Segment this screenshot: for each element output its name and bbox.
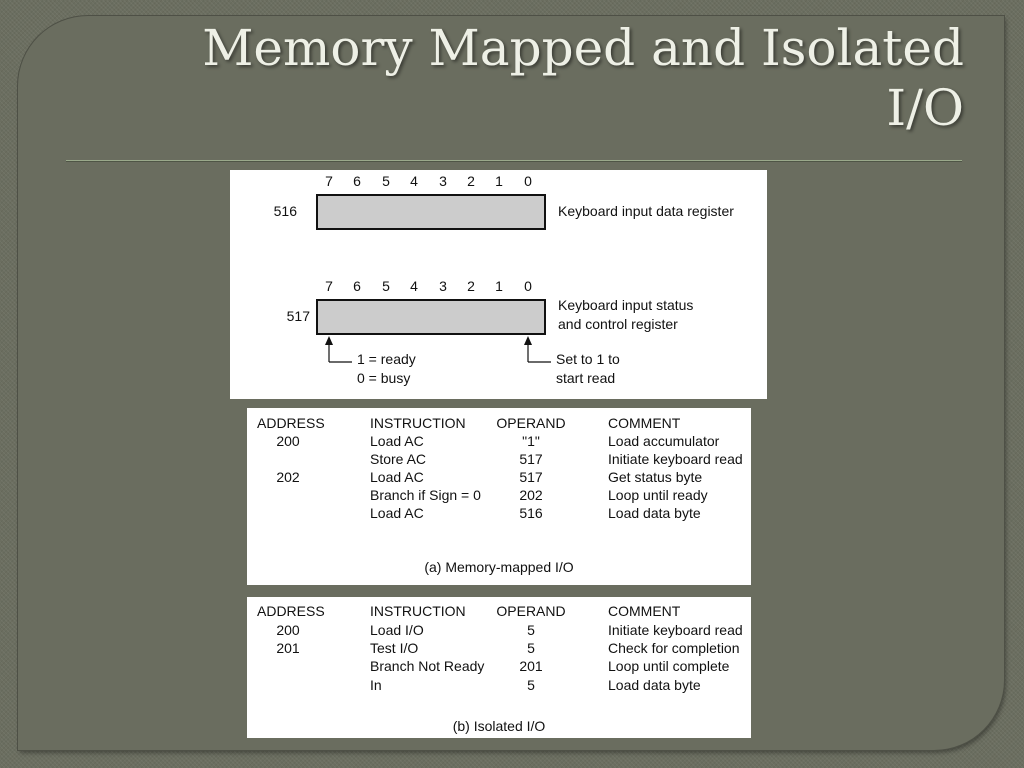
row-comment: Loop until complete	[608, 658, 730, 674]
row-comment: Loop until ready	[608, 487, 708, 503]
bit-label: 1	[495, 278, 503, 294]
bit0-note-line1: Set to 1 to	[556, 351, 620, 367]
row-operand: 516	[519, 505, 543, 521]
data-register-bit-labels	[325, 173, 532, 189]
data-register-address: 516	[273, 203, 297, 219]
status-register-address: 517	[286, 308, 310, 324]
bit-label: 2	[467, 173, 475, 189]
header-comment: COMMENT	[608, 603, 681, 619]
row-instruction: Branch if Sign = 0	[370, 487, 481, 503]
bit-label: 1	[495, 173, 503, 189]
row-operand: 202	[519, 487, 543, 503]
bit-label: 2	[467, 278, 475, 294]
status-register-bit-labels	[325, 278, 532, 294]
row-instruction: Branch Not Ready	[370, 658, 485, 674]
row-address: 201	[276, 640, 300, 656]
row-instruction: Load AC	[370, 505, 424, 521]
status-register-label-line1: Keyboard input status	[558, 297, 694, 313]
row-address: 200	[276, 433, 300, 449]
slide-title-line2: I/O	[886, 79, 964, 137]
bit-label: 4	[410, 278, 418, 294]
row-operand: 5	[527, 677, 535, 693]
row-operand: 5	[527, 622, 535, 638]
bit-label: 6	[353, 278, 361, 294]
bit-label: 5	[382, 278, 390, 294]
header-operand: OPERAND	[496, 415, 566, 431]
row-comment: Load data byte	[608, 677, 701, 693]
row-operand: 5	[527, 640, 535, 656]
row-operand: "1"	[522, 433, 540, 449]
bit-label: 0	[524, 173, 532, 189]
memory-mapped-table	[247, 408, 751, 585]
row-comment: Get status byte	[608, 469, 703, 485]
bit-label: 3	[439, 278, 447, 294]
row-instruction: Load AC	[370, 469, 424, 485]
row-operand: 517	[519, 451, 543, 467]
row-comment: Check for completion	[608, 640, 740, 656]
status-register-label-line2: and control register	[558, 316, 678, 332]
row-comment: Load data byte	[608, 505, 701, 521]
bit-label: 6	[353, 173, 361, 189]
title-divider	[66, 160, 962, 162]
row-address: 200	[276, 622, 300, 638]
row-comment: Load accumulator	[608, 433, 720, 449]
row-instruction: Store AC	[370, 451, 427, 467]
slide-title	[64, 18, 964, 138]
row-instruction: In	[370, 677, 382, 693]
isolated-io-caption: (b) Isolated I/O	[452, 718, 546, 734]
header-instruction: INSTRUCTION	[370, 603, 466, 619]
bit-label: 7	[325, 173, 333, 189]
row-comment: Initiate keyboard read	[608, 451, 743, 467]
bit-label: 4	[410, 173, 418, 189]
isolated-io-table	[247, 597, 751, 738]
row-instruction: Load AC	[370, 433, 424, 449]
header-operand: OPERAND	[496, 603, 566, 619]
bit0-note-line2: start read	[556, 370, 616, 386]
bit-label: 0	[524, 278, 532, 294]
memory-mapped-caption: (a) Memory-mapped I/O	[424, 559, 574, 575]
bit7-arrow-head	[325, 336, 333, 345]
bit-label: 3	[439, 173, 447, 189]
row-instruction: Test I/O	[370, 640, 419, 656]
bit0-arrow-head	[524, 336, 532, 345]
data-register-label: Keyboard input data register	[558, 203, 734, 219]
row-operand: 201	[519, 658, 543, 674]
status-register-box	[317, 300, 545, 334]
row-instruction: Load I/O	[370, 622, 424, 638]
header-instruction: INSTRUCTION	[370, 415, 466, 431]
row-comment: Initiate keyboard read	[608, 622, 743, 638]
header-address: ADDRESS	[257, 603, 325, 619]
header-address: ADDRESS	[257, 415, 325, 431]
register-diagram	[230, 170, 767, 399]
slide-title-line1: Memory Mapped and Isolated	[202, 19, 964, 77]
data-register-box	[317, 195, 545, 229]
bit-label: 7	[325, 278, 333, 294]
row-operand: 517	[519, 469, 543, 485]
bit7-note-line1: 1 = ready	[357, 351, 416, 367]
header-comment: COMMENT	[608, 415, 681, 431]
bit7-note-line2: 0 = busy	[357, 370, 411, 386]
row-address: 202	[276, 469, 300, 485]
bit-label: 5	[382, 173, 390, 189]
